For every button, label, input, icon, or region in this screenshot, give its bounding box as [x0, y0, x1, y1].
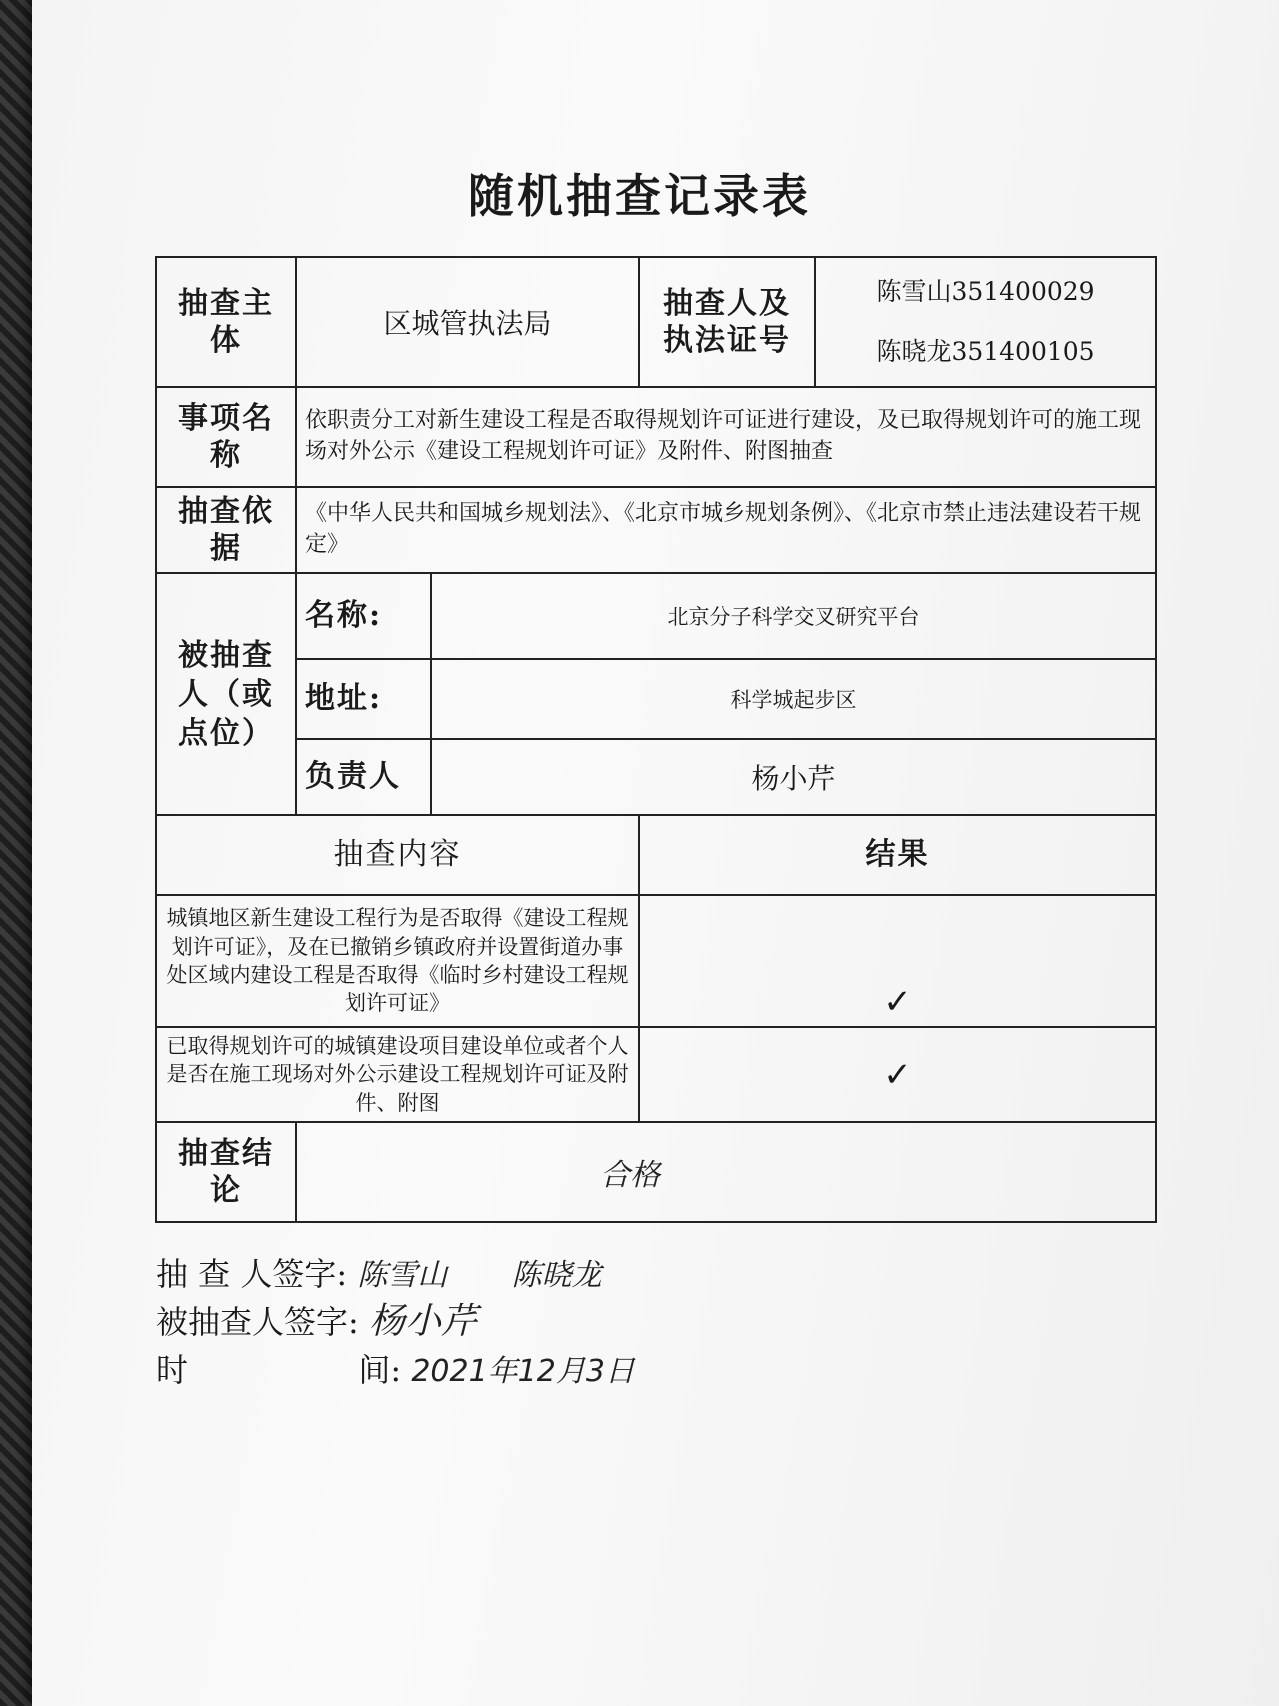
inspector-id-2: 陈晓龙351400105	[876, 337, 1095, 366]
subject-value: 区城管执法局	[296, 257, 639, 387]
inspected-owner-value: 杨小芹	[431, 739, 1156, 815]
inspected-name-value: 北京分子科学交叉研究平台	[431, 573, 1156, 659]
subject-label: 抽查主体	[156, 257, 296, 387]
signature-area	[156, 1250, 635, 1394]
inspector-label: 抽查人及执法证号	[639, 257, 815, 387]
content-item-1: 城镇地区新生建设工程行为是否取得《建设工程规划许可证》，及在已撤销乡镇政府并设置街道办事处区域内建设工程是否取得《临时乡村建设工程规划许可证》	[156, 895, 639, 1027]
basis-value: 《中华人民共和国城乡规划法》、《北京市城乡规划条例》、《北京市禁止违法建设若干规定》	[296, 487, 1156, 573]
result-check-2: ✓	[639, 1027, 1156, 1122]
content-header: 抽查内容	[156, 815, 639, 895]
time-label-1: 时	[156, 1351, 189, 1389]
conclusion-label: 抽查结论	[156, 1122, 296, 1222]
inspector-signature-label: 抽 查 人签字:	[156, 1255, 348, 1293]
page-title: 随机抽查记录表	[468, 169, 811, 223]
item-name-label: 事项名称	[156, 387, 296, 487]
result-check-1: ✓	[639, 895, 1156, 1027]
content-item-2: 已取得规划许可的城镇建设项目建设单位或者个人是否在施工现场对外公示建设工程规划许可证及附件、附图	[156, 1027, 639, 1122]
time-label-2: 间:	[358, 1351, 402, 1389]
item-name-value: 依职责分工对新生建设工程是否取得规划许可证进行建设，及已取得规划许可的施工现场对外公示《建设工程规划许可证》及附件、附图抽查	[296, 387, 1156, 487]
inspector-signature-row	[156, 1250, 635, 1298]
result-header: 结果	[639, 815, 1156, 895]
conclusion-cell	[296, 1122, 1156, 1222]
time-row	[156, 1346, 635, 1394]
conclusion-handwriting: 合格	[600, 1158, 660, 1194]
inspector-signature-2: 陈晓龙	[511, 1258, 602, 1293]
inspected-address-label: 地址:	[296, 659, 431, 739]
inspector-ids	[815, 257, 1156, 387]
inspector-id-1: 陈雪山351400029	[876, 277, 1095, 306]
inspected-signature-label: 被抽查人签字:	[156, 1303, 359, 1341]
inspected-signature-row	[156, 1298, 635, 1346]
inspected-party-label: 被抽查人（或点位）	[156, 573, 296, 815]
inspected-name-label: 名称:	[296, 573, 431, 659]
inspected-owner-label: 负责人	[296, 739, 431, 815]
time-value: 2021年12月3日	[411, 1354, 635, 1389]
inspector-signature-1: 陈雪山	[357, 1258, 448, 1293]
inspection-form-table	[155, 256, 1157, 1223]
basis-label: 抽查依据	[156, 487, 296, 573]
inspected-signature: 杨小芹	[368, 1301, 477, 1342]
inspected-address-value: 科学城起步区	[431, 659, 1156, 739]
